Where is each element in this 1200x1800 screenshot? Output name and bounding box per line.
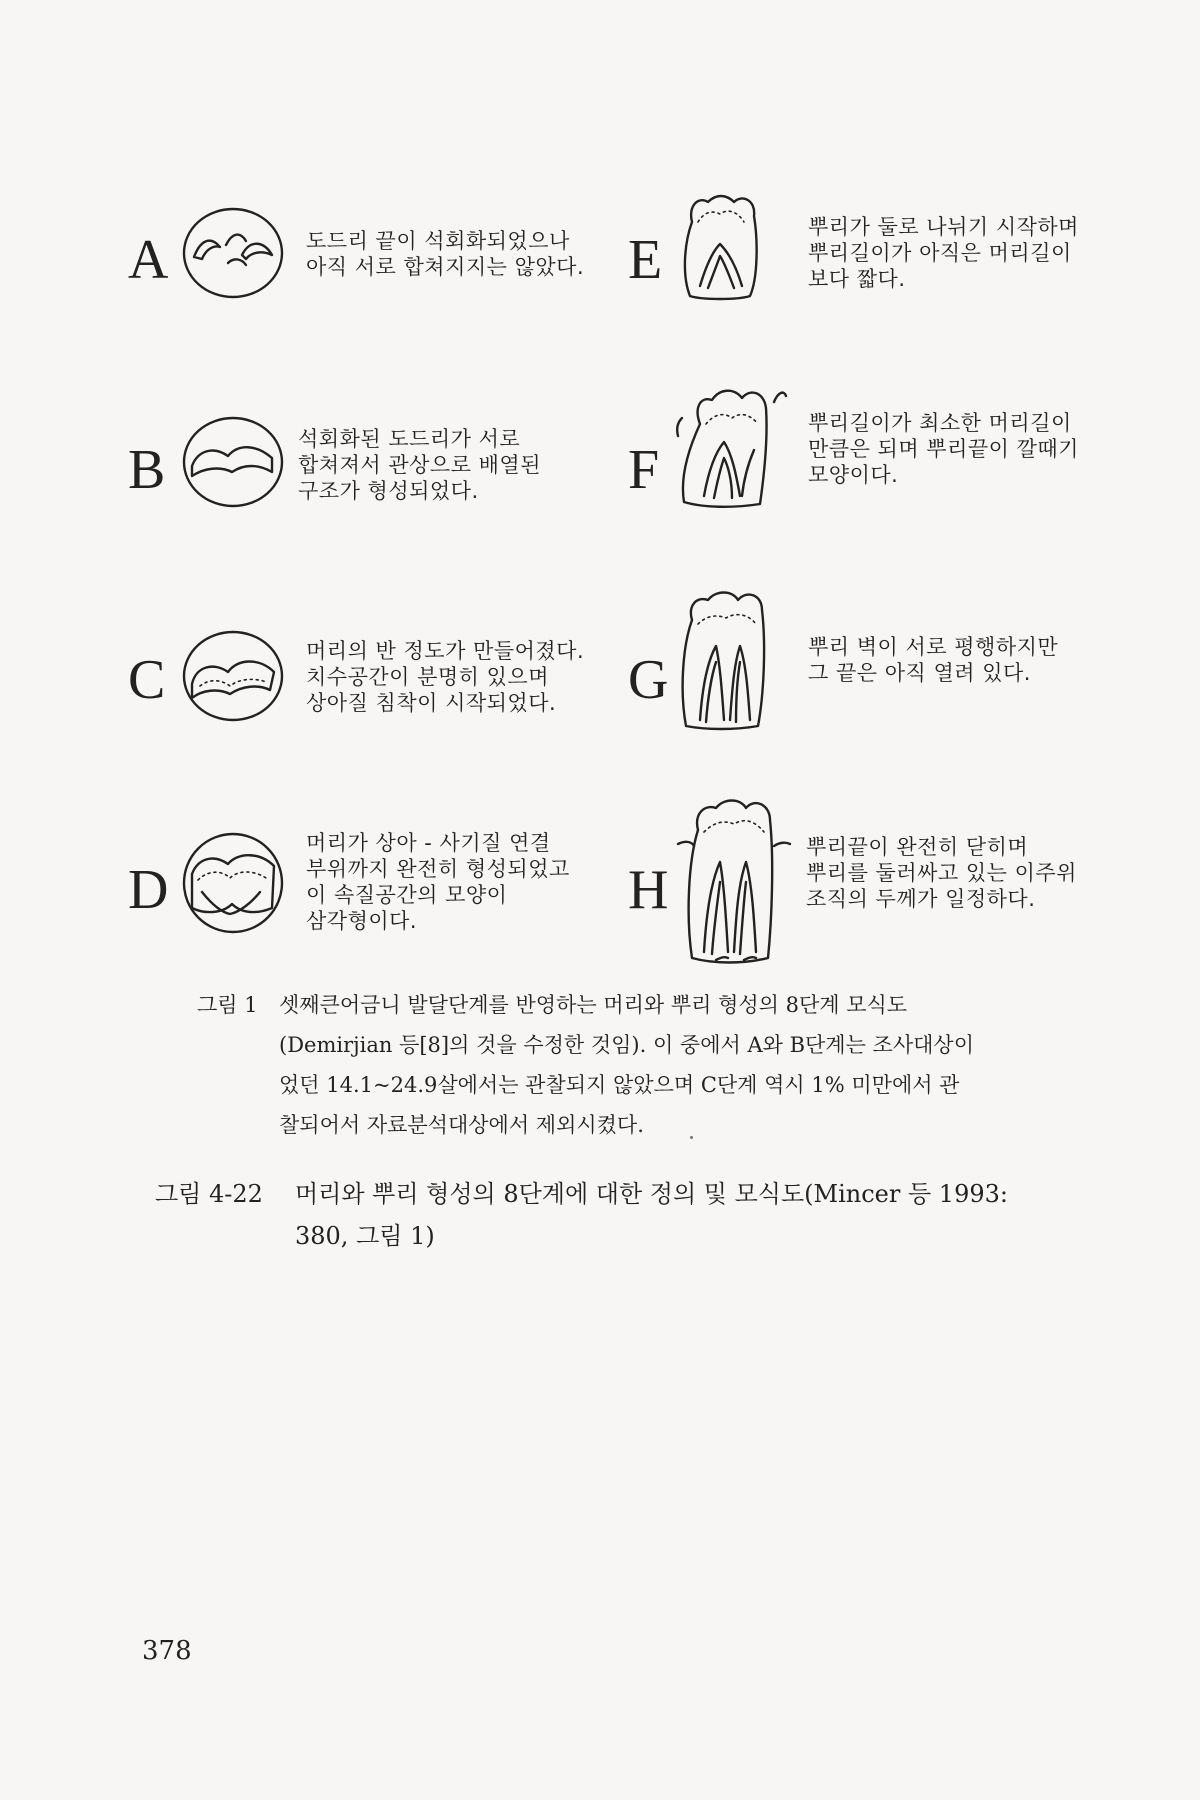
stage-letter-g: G — [628, 649, 669, 711]
stage-letter-d: D — [128, 859, 169, 921]
tooth-stage-c-diagram — [180, 628, 286, 724]
stage-c-description: 머리의 반 정도가 만들어졌다. 치수공간이 분명히 있으며 상아질 침착이 시작되었다. — [306, 639, 585, 715]
stage-e-description: 뿌리가 둘로 나뉘기 시작하며 뿌리길이가 아직은 머리길이 보다 짧다. — [808, 215, 1079, 291]
stage-h-description: 뿌리끝이 완전히 닫히며 뿌리를 둘러싸고 있는 이주위 조직의 두께가 일정하다. — [806, 835, 1077, 911]
tooth-stage-g-diagram — [676, 584, 776, 732]
tooth-stage-d-diagram — [180, 830, 286, 936]
stage-d-description: 머리가 상아 - 사기질 연결 부위까지 완전히 형성되었고 이 속질공간의 모양이 삼각형이다. — [306, 831, 570, 933]
stage-letter-e: E — [628, 229, 663, 291]
tooth-stage-f-diagram — [674, 378, 786, 510]
figure-4-22-caption — [155, 1173, 1055, 1257]
tooth-stage-a-diagram — [180, 205, 286, 301]
figure-1-label: 그림 1 — [197, 993, 258, 1017]
figure-4-22-caption-text: 머리와 뿌리 형성의 8단계에 대한 정의 및 모식도(Mincer 등 1993: 380, 그림 1) — [295, 1180, 1008, 1250]
figure-4-22-label: 그림 4-22 — [155, 1180, 263, 1208]
stage-letter-h: H — [628, 859, 669, 921]
tooth-stage-h-diagram — [674, 798, 792, 964]
page-number: 378 — [142, 1636, 192, 1666]
stage-letter-b: B — [128, 439, 166, 501]
tooth-stage-b-diagram — [180, 414, 286, 510]
tooth-stage-e-diagram — [678, 192, 764, 304]
stage-f-description: 뿌리길이가 최소한 머리길이 만큼은 되며 뿌리끝이 깔때기 모양이다. — [808, 411, 1079, 487]
scan-speck — [690, 1136, 693, 1139]
stage-letter-a: A — [128, 229, 169, 291]
stage-a-description: 도드리 끝이 석회화되었으나 아직 서로 합쳐지지는 않았다. — [306, 229, 585, 279]
stage-letter-f: F — [628, 439, 660, 501]
figure-1-caption-text: 셋째큰어금니 발달단계를 반영하는 머리와 뿌리 형성의 8단계 모식도 (Demirjian 등[8]의 것을 수정한 것임). 이 중에서 A와 B단계는 조사대상이 었던 14.1~24.9살에서는 관찰되지 않았으며 C단계 역시 1% 미만에서 관 찰되어서 자료분석대상에서 제외시켰다. — [279, 993, 974, 1137]
stage-letter-c: C — [128, 649, 166, 711]
stage-g-description: 뿌리 벽이 서로 평행하지만 그 끝은 아직 열려 있다. — [808, 635, 1059, 685]
figure-1-caption — [197, 985, 1017, 1145]
stage-b-description: 석회화된 도드리가 서로 합쳐져서 관상으로 배열된 구조가 형성되었다. — [298, 427, 541, 503]
